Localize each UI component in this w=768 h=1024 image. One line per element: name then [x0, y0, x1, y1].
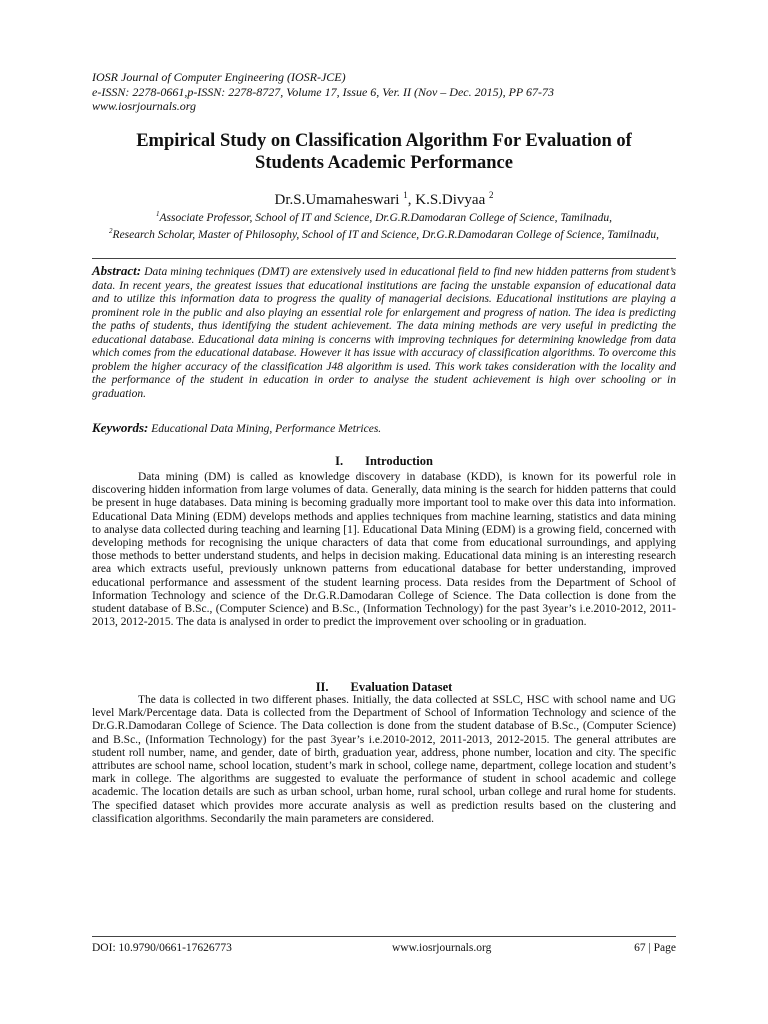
author-1-marker: 1	[403, 190, 408, 200]
author-2: K.S.Divyaa	[415, 192, 486, 208]
section-number: I.	[335, 454, 344, 468]
page-footer	[92, 941, 676, 957]
affiliation-2-text: Research Scholar, Master of Philosophy, School of IT and Science, Dr.G.R.Damodaran College of Science, Tamilnadu,	[112, 229, 659, 242]
journal-header	[92, 70, 692, 114]
keywords-text: Educational Data Mining, Performance Metrices.	[151, 423, 382, 435]
section-heading-evaluation-dataset	[92, 680, 676, 695]
title-line-1: Empirical Study on Classification Algorithm For Evaluation of	[136, 131, 632, 151]
header-divider	[92, 258, 676, 259]
section-body-evaluation-dataset: The data is collected in two different phases. Initially, the data collected at SSLC, HSC with school name and UG level Mark/Percentage data. Data is collected from the Department of School of Information Technology and science of the Dr.G.R.Damodaran College of Science. The Data collection is done from the student database of B.Sc., (Computer Science) and B.Sc., (Information Technology) for the past 3year’s i.e.2010-2012, 2011-2013, 2012-2015. The general attributes are student roll number, name, and gender, date of birth, graduation year, address, phone number, location and city. The specific attributes are school name, school location, student’s mark in school, college name, department, college location and student’s mark in college. The algorithms are suggested to evaluate the performance of student in school academic and college academic. The location details are such as urban school, urban home, rural school, urban college and rural home for students. The specified dataset which provides more accurate analysis as well as prediction results based on the clustering and classification algorithms. Secondarily the main parameters are considered.	[92, 694, 676, 825]
section-body-introduction: Data mining (DM) is called as knowledge discovery in database (KDD), is known for its powerful role in discovering hidden information from large volumes of data. Generally, data mining is the search for hidden patterns that could be present in huge databases. Data mining is becoming gradually more important tool to make over this data into information. Educational Data Mining (EDM) develops methods and applies techniques from machine learning, statistics and data mining to analyse data collected during teaching and learning [1]. Educational Data Mining (EDM) is a growing field, concerned with developing methods for recognising the unique characters of data that come from educational surroundings, and applying those methods to better understand students, and helps in decision making. Educational data mining is an interesting research area which extracts useful, previously unknown patterns from educational database for better understanding, improved educational performance and assessment of the student learning process. Data resides from the Department of School of Information Technology and science of the Dr.G.R.Damodaran College of Science. The Data collection is done from the student database of B.Sc., (Computer Science) and B.Sc., (Information Technology) for the past 3year’s i.e.2010-2012, 2011-2013, 2012-2015. The data is analysed in order to predict the improvement over schooling or in graduation.	[92, 471, 676, 629]
abstract	[92, 264, 676, 401]
author-separator: ,	[407, 192, 416, 208]
affiliations	[84, 208, 684, 243]
keywords	[92, 421, 676, 436]
footer-divider	[92, 936, 676, 937]
journal-name: IOSR Journal of Computer Engineering (IOSR-JCE)	[92, 70, 346, 84]
footer-doi: DOI: 10.9790/0661-17626773	[92, 942, 232, 954]
affiliation-1-text: Associate Professor, School of IT and Science, Dr.G.R.Damodaran College of Science, Tamilnadu,	[159, 211, 612, 224]
section-number: II.	[315, 680, 329, 694]
footer-website: www.iosrjournals.org	[392, 942, 492, 954]
abstract-text: Data mining techniques (DMT) are extensively used in educational field to find new hidden patterns from student’s data. In recent years, the greatest issues that educational institutions are facing the unstable expansion of educational data and to utilize this information data to progress the quality of managerial decisions. Educational institutions are playing a prominent role in the public and also playing an essential role for enlargement and progress of nation. The idea is predicting the paths of students, thus identifying the student achievement. The data mining methods are very useful in predicting the educational database. Educational data mining is concerns with improving techniques for determining knowledge from data which comes from the educational database. However it has issue with accuracy of classification algorithms. To overcome this problem the higher accuracy of the classification J48 algorithm is used. This work takes consideration with the locality and the performance of the student in education in order to analyse the student achievement is high over schooling or in graduation.	[92, 266, 677, 400]
author-1: Dr.S.Umamaheswari	[274, 192, 400, 208]
title-line-2: Students Academic Performance	[255, 153, 513, 173]
affiliation-2-marker: 2	[109, 227, 113, 236]
affiliation-1	[84, 208, 684, 225]
paper-title	[60, 130, 708, 174]
keywords-label: Keywords:	[92, 420, 149, 435]
footer-page-number: 67 | Page	[634, 942, 676, 954]
author-2-marker: 2	[488, 190, 494, 200]
abstract-label: Abstract:	[92, 263, 142, 278]
section-heading-introduction	[92, 454, 676, 469]
affiliation-1-marker: 1	[155, 210, 160, 218]
section-title: Introduction	[365, 454, 433, 468]
journal-issn-volume: e-ISSN: 2278-0661,p-ISSN: 2278-8727, Volume 17, Issue 6, Ver. II (Nov – Dec. 2015), PP 67-73	[92, 84, 555, 99]
affiliation-2	[84, 225, 684, 242]
author-list	[84, 186, 684, 209]
section-title: Evaluation Dataset	[350, 680, 453, 694]
journal-website: www.iosrjournals.org	[92, 99, 197, 113]
